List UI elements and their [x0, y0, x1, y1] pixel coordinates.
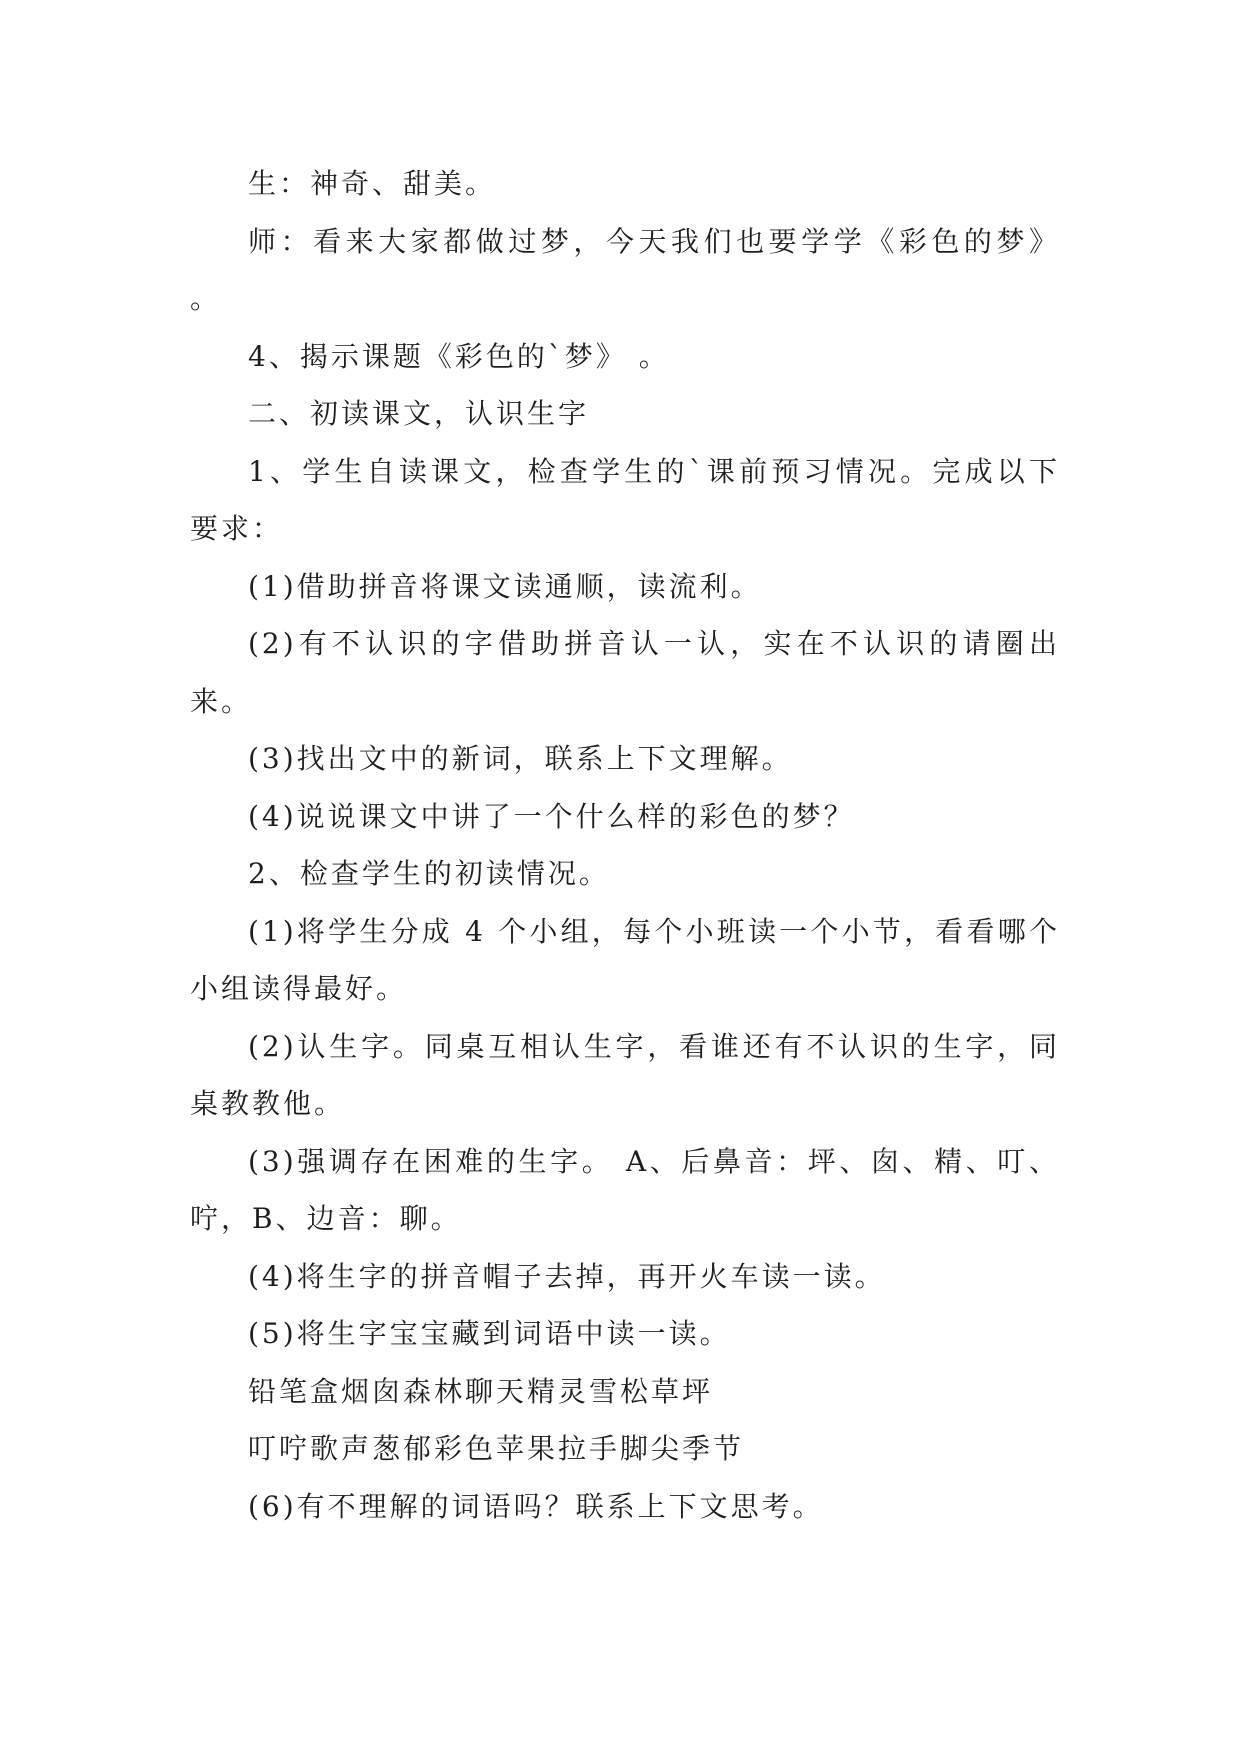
document-page: [190, 155, 1072, 1535]
list-item: (6)有不理解的词语吗？联系上下文思考。: [248, 1489, 824, 1523]
list-item: (2)有不认识的字借助拼音认一认，实在不认识的请圈出来。: [190, 627, 1060, 718]
paragraph: 1、学生自读课文，检查学生的`课前预习情况。完成以下要求：: [190, 454, 1060, 545]
paragraph: 生：神奇、甜美。: [248, 167, 497, 200]
paragraph: 4、揭示课题《彩色的`梦》 。: [248, 339, 670, 373]
list-item: (3)找出文中的新词，联系上下文理解。: [248, 742, 793, 775]
word-list: 叮咛歌声葱郁彩色苹果拉手脚尖季节: [248, 1432, 745, 1465]
list-item: (3)强调存在困难的生字。 A、后鼻音：坪、囱、精、叮、咛，B、边音：聊。: [190, 1144, 1060, 1235]
paragraph: 2、检查学生的初读情况。: [248, 857, 610, 890]
list-item: (2)认生字。同桌互相认生字，看谁还有不认识的生字，同桌教教他。: [190, 1029, 1060, 1120]
list-item: (5)将生字宝宝藏到词语中读一读。: [248, 1317, 731, 1350]
list-item: (1)借助拼音将课文读通顺，读流利。: [248, 569, 762, 603]
word-list: 铅笔盒烟囱森林聊天精灵雪松草坪: [248, 1374, 714, 1408]
paragraph: 师：看来大家都做过梦，今天我们也要学学《彩色的梦》 。: [190, 224, 1072, 315]
list-item: (4)将生字的拼音帽子去掉，再开火车读一读。: [248, 1259, 886, 1293]
section-heading: 二、初读课文，认识生字: [248, 397, 590, 430]
list-item: (1)将学生分成 4 个小组，每个小班读一个小节，看看哪个小组读得最好。: [190, 914, 1060, 1005]
list-item: (4)说说课文中讲了一个什么样的彩色的梦？: [248, 799, 855, 833]
